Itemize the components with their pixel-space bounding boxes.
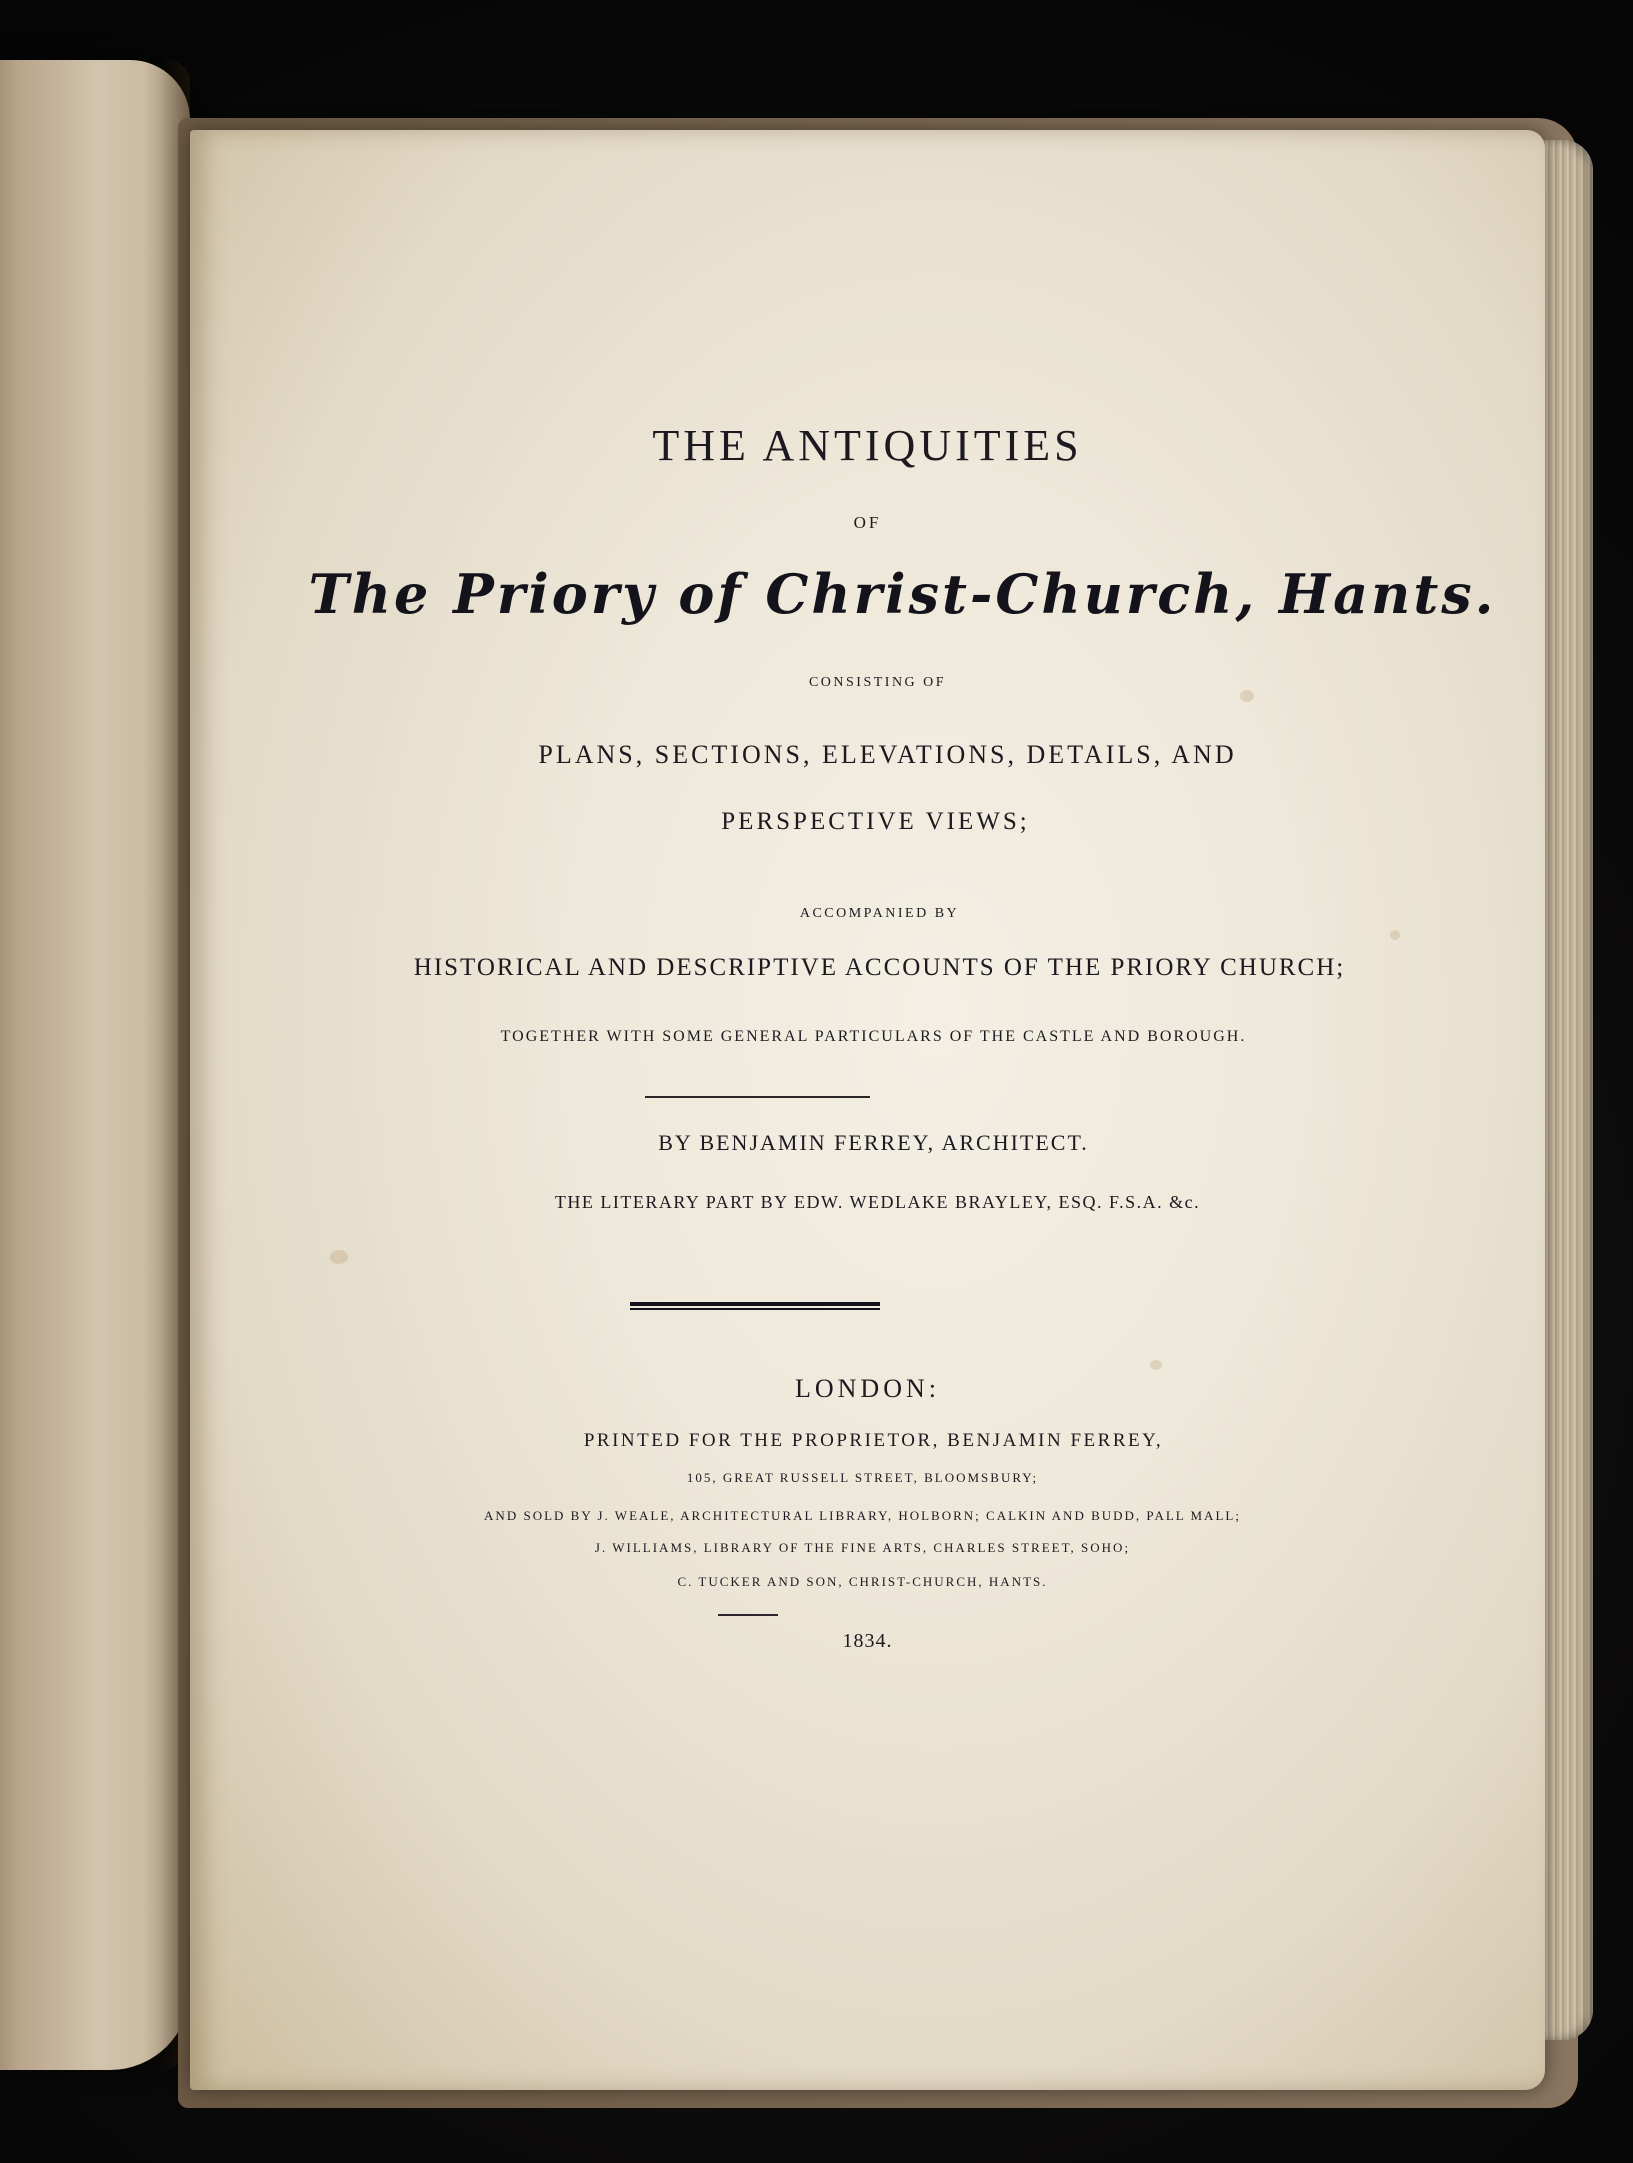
imprint-place: LONDON: <box>795 1374 940 1403</box>
author-line: BY BENJAMIN FERREY, ARCHITECT. <box>658 1130 1089 1155</box>
together-line: TOGETHER WITH SOME GENERAL PARTICULARS OF THE CASTLE AND BOROUGH. <box>500 1028 1247 1045</box>
imprint-sold-by: AND SOLD BY J. WEALE, ARCHITECTURAL LIBRARY, HOLBORN; CALKIN AND BUDD, PALL MALL; <box>484 1508 1241 1523</box>
imprint-printed-for: PRINTED FOR THE PROPRIETOR, BENJAMIN FERREY, <box>583 1430 1164 1451</box>
short-rule <box>718 1614 778 1616</box>
title-connector: OF <box>853 513 882 532</box>
imprint-address: 105, GREAT RUSSELL STREET, BLOOMSBURY; <box>686 1470 1039 1485</box>
divider-rule <box>645 1096 870 1098</box>
imprint-williams: J. WILLIAMS, LIBRARY OF THE FINE ARTS, CHARLES STREET, SOHO; <box>594 1540 1131 1555</box>
book-subject: The Priory of Christ-Church, Hants. <box>308 562 1497 626</box>
book-title: THE ANTIQUITIES <box>652 421 1083 470</box>
accompanied-by-label: ACCOMPANIED BY <box>799 906 960 921</box>
imprint-tucker: C. TUCKER AND SON, CHRIST-CHURCH, HANTS. <box>677 1574 1048 1589</box>
title-page <box>190 130 1545 2090</box>
accounts-line: HISTORICAL AND DESCRIPTIVE ACCOUNTS OF THE PRIORY CHURCH; <box>413 954 1346 981</box>
left-page-edge <box>0 60 190 2070</box>
contents-line-2: PERSPECTIVE VIEWS; <box>721 808 1030 835</box>
literary-credit: THE LITERARY PART BY EDW. WEDLAKE BRAYLEY, ESQ. F.S.A. &c. <box>554 1192 1201 1212</box>
double-rule <box>630 1302 880 1310</box>
title-page-text <box>190 130 1545 2090</box>
contents-line-1: PLANS, SECTIONS, ELEVATIONS, DETAILS, AND <box>538 740 1237 769</box>
consisting-of-label: CONSISTING OF <box>808 675 947 690</box>
imprint-year: 1834. <box>842 1630 893 1652</box>
